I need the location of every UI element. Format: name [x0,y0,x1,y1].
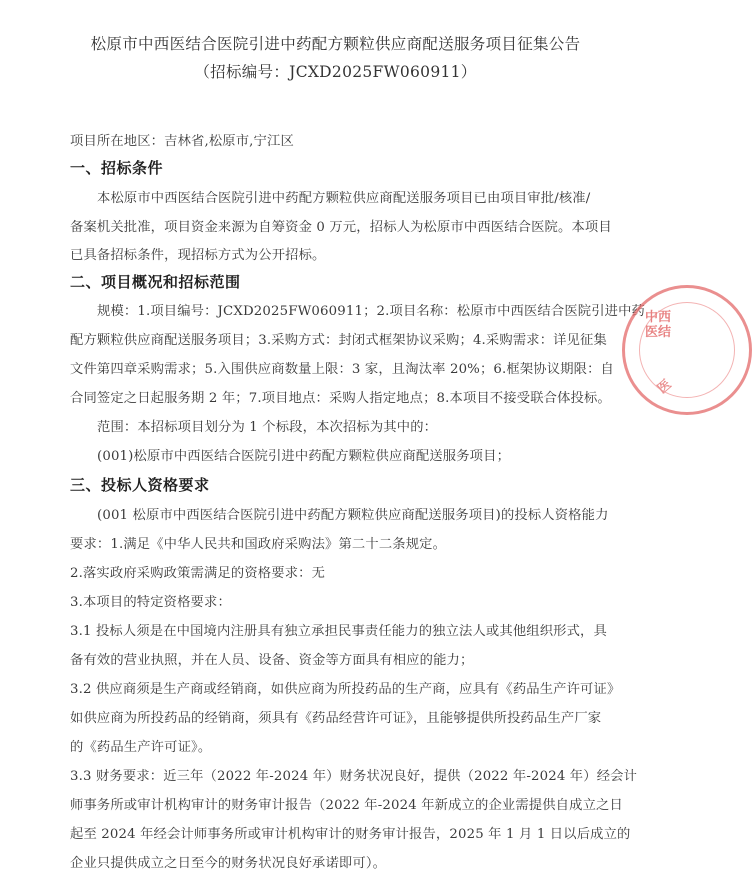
section-2-line: 文件第四章采购需求；5.入围供应商数量上限：3 家，且淘汰率 20%；6.框架协议期限：自 [70,362,614,377]
section-1-line: 备案机关批准，项目资金来源为自筹资金 0 万元，招标人为松原市中西医结合医院。本项目 [70,220,612,235]
project-location: 项目所在地区：吉林省,松原市,宁江区 [70,134,294,149]
section-3-line: 3.1 投标人须是在中国境内注册具有独立承担民事责任能力的独立法人或其他组织形式，具 [70,624,607,639]
section-3-line: 3.3 财务要求：近三年（2022 年-2024 年）财务状况良好，提供（2022 年-2024 年）经会计 [70,769,638,784]
section-2-line: 合同签定之日起服务期 2 年；7.项目地点：采购人指定地点；8.本项目不接受联合体投标。 [70,391,611,406]
section-3-line: 3.本项目的特定资格要求： [70,595,231,610]
section-3-heading: 三、投标人资格要求 [70,476,210,494]
section-3-line: 起至 2024 年经会计师事务所或审计机构审计的财务审计报告，2025 年 1 月 1 日以后成立的 [70,827,631,842]
section-2-heading: 二、项目概况和招标范围 [70,273,241,291]
section-3-line: (001 松原市中西医结合医院引进中药配方颗粒供应商配送服务项目)的投标人资格能力 [97,508,609,523]
section-2-line: 规模：1.项目编号：JCXD2025FW060911；2.项目名称：松原市中西医结合医院引进中药 [97,304,646,319]
section-2-line: 配方颗粒供应商配送服务项目；3.采购方式：封闭式框架协议采购；4.采购需求：详见征集 [70,333,607,348]
section-2-line: (001)松原市中西医结合医院引进中药配方颗粒供应商配送服务项目； [97,449,511,464]
section-2-line: 范围：本招标项目划分为 1 个标段，本次招标为其中的： [97,420,438,435]
section-3-line: 企业只提供成立之日至今的财务状况良好承诺即可）。 [70,856,387,871]
bid-number: （招标编号：JCXD2025FW060911） [194,63,477,81]
seal-text: 中西医结 [645,310,672,340]
section-3-line: 备有效的营业执照，并在人员、设备、资金等方面具有相应的能力； [70,653,474,668]
section-1-line: 已具备招标条件，现招标方式为公开招标。 [70,248,326,263]
section-1-heading: 一、招标条件 [70,159,164,177]
section-3-line: 的《药品生产许可证》。 [70,740,212,755]
document-title: 松原市中西医结合医院引进中药配方颗粒供应商配送服务项目征集公告 [90,35,581,53]
section-3-line: 2.落实政府采购政策需满足的资格要求：无 [70,566,326,581]
official-seal [622,285,752,415]
section-3-line: 师事务所或审计机构审计的财务审计报告（2022 年-2024 年新成立的企业需提供自成立之日 [70,798,623,813]
section-3-line: 要求：1.满足《中华人民共和国政府采购法》第二十二条规定。 [70,537,447,552]
seal-text-secondary: 医 [654,377,675,397]
section-1-line: 本松原市中西医结合医院引进中药配方颗粒供应商配送服务项目已由项目审批/核准/ [97,191,591,206]
section-3-line: 如供应商为所投药品的经销商，须具有《药品经营许可证》，且能够提供所投药品生产厂家 [70,711,602,726]
section-3-line: 3.2 供应商须是生产商或经销商，如供应商为所投药品的生产商，应具有《药品生产许可证》 [70,682,621,697]
